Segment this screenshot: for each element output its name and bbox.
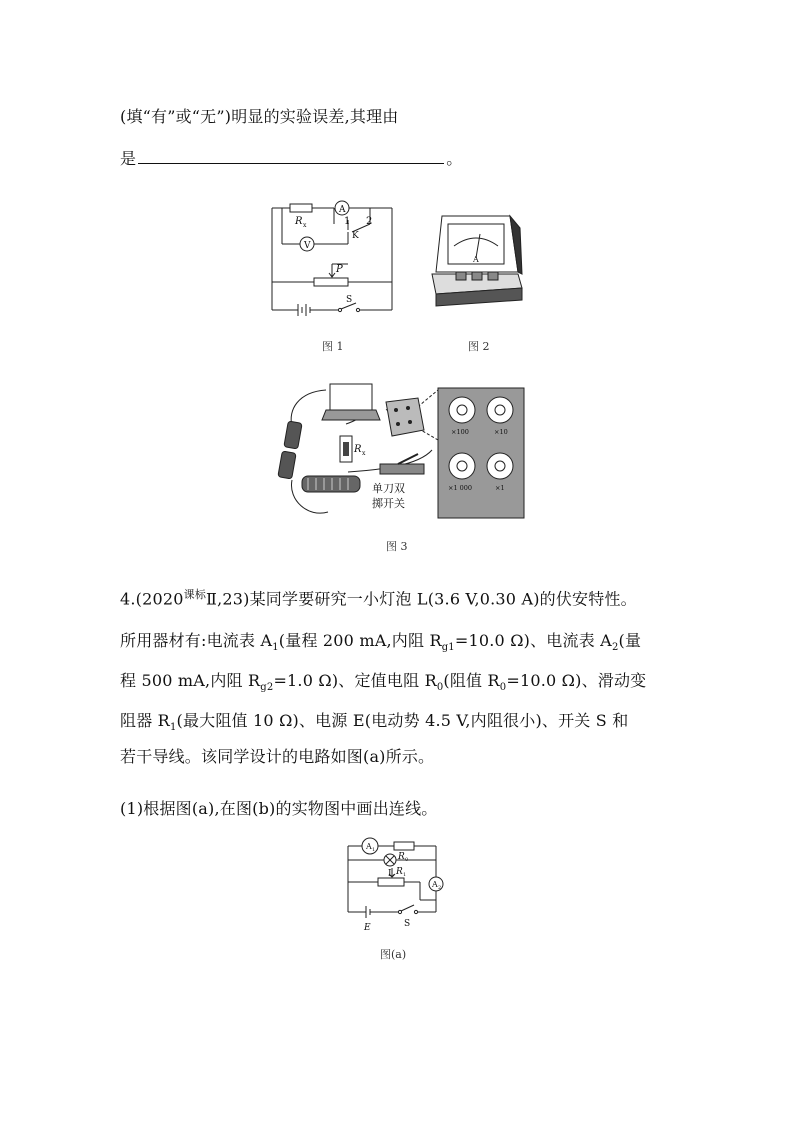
fig1-rx-label: R	[295, 216, 303, 227]
fig1-terminal-2: 2	[366, 216, 373, 227]
figa-r0-sub: 0	[405, 857, 409, 863]
text-line-2	[120, 146, 462, 169]
answer-blank[interactable]	[138, 149, 444, 164]
figa-lamp-label: L	[388, 869, 394, 879]
fig3-rx-label: R	[354, 444, 362, 455]
question-4-heading	[120, 586, 637, 609]
figure-2-caption: 图 2	[468, 340, 490, 353]
figure-3-caption: 图 3	[386, 540, 408, 553]
fig1-terminal-1: 1	[344, 216, 351, 227]
q4-rest: Ⅱ,23)某同学要研究一小灯泡 L(3.6 V,0.30 A)的伏安特性。	[206, 589, 637, 609]
fig2-meter-label: A	[473, 255, 479, 264]
figure-a-circuit	[340, 834, 452, 938]
figa-e-label: E	[364, 923, 371, 933]
figure-a-caption: 图(a)	[380, 948, 407, 961]
answer-prefix: 是	[120, 149, 137, 168]
q4-number: 4.(2020	[120, 589, 184, 609]
figa-s-label: S	[404, 919, 411, 929]
figa-a2-label: A	[432, 880, 438, 889]
fig1-s-label: S	[346, 295, 353, 305]
q4-source-tag: 课标	[183, 588, 207, 601]
fig1-p-label: P	[336, 264, 343, 275]
figa-r1-sub: 1	[403, 872, 407, 878]
fig3-dial-x1000: ×1 000	[448, 484, 473, 492]
figure-1-caption: 图 1	[322, 340, 344, 353]
figa-a1-sub: 1	[372, 847, 376, 853]
fig3-rx-sub: x	[362, 450, 366, 457]
text-line-5: 程 500 mA,内阻 $R_{g2}=1.0$ Ω)、定值电阻 $R_0$(阻值 $R_0=10.0$ Ω)、滑动变	[120, 671, 647, 694]
fig3-dial-x100: ×100	[451, 428, 469, 436]
fig3-switch-label-2: 掷开关	[372, 497, 405, 510]
figa-a1-label: A	[366, 842, 372, 851]
fig3-switch-label-1: 单刀双	[372, 482, 405, 495]
fig1-voltmeter-label: V	[304, 241, 311, 251]
figa-a2-sub: 2	[438, 885, 442, 891]
answer-suffix: 。	[446, 149, 463, 168]
figure-2-ammeter	[428, 212, 524, 310]
text-line-8: (1)根据图(a),在图(b)的实物图中画出连线。	[120, 799, 438, 818]
figa-r1-label: R	[396, 867, 403, 877]
fig1-ammeter-label: A	[339, 205, 346, 215]
figa-r0-label: R	[398, 852, 405, 862]
fig3-dial-x10: ×10	[494, 428, 508, 436]
fig3-dial-x1: ×1	[495, 484, 505, 492]
text-line-7: 若干导线。该同学设计的电路如图(a)所示。	[120, 747, 435, 766]
text-line-4: 所用器材有:电流表 $A_1$(量程 200 mA,内阻 $R_{g1}=10.0$ Ω)、电流表 $A_2$(量	[120, 631, 642, 654]
figure-1-circuit	[262, 200, 402, 322]
fig1-k-label: K	[352, 231, 359, 241]
fig1-rx-sub: x	[303, 222, 307, 229]
text-line-6: 阻器 $R_1$(最大阻值 10 Ω)、电源 E(电动势 4.5 V,内阻很小)、开关 S 和	[120, 711, 629, 734]
text-line-1: (填“有”或“无”)明显的实验误差,其理由	[120, 107, 399, 126]
figure-3-apparatus	[268, 380, 528, 522]
